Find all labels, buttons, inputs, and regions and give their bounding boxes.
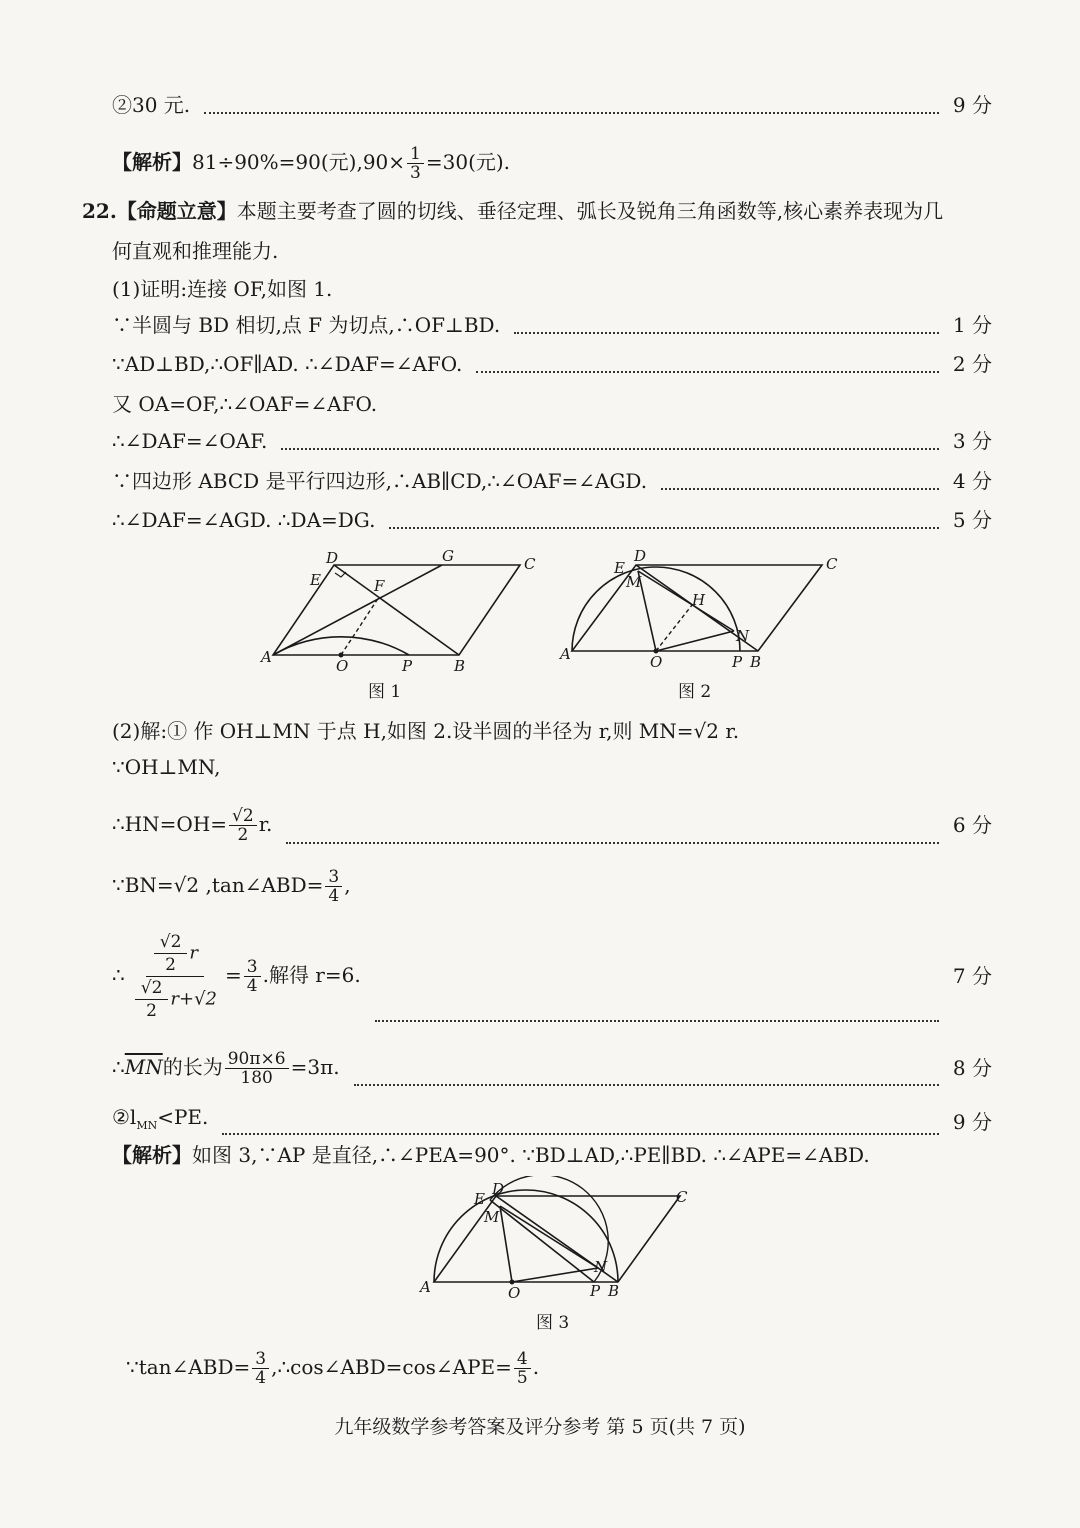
line-l18: $②l_{MN}<PE$. 9 分 <box>112 1105 992 1134</box>
line-l16: ∴ $\frac{√2}{2}$ r $\frac{√2}{2}$ r+√2 = $\frac{3}{4}$ .解得 r=6. 7 分 <box>112 931 992 1021</box>
line-l9: ∴∠DAF=∠OAF. 3 分 <box>112 429 992 453</box>
label-D: D <box>326 549 339 567</box>
label-D: D <box>492 1180 505 1198</box>
label-G: G <box>442 547 454 565</box>
label-F: F <box>374 577 385 595</box>
line-l2: 【解析】81÷90%=90(元),90× $\frac{1}{3}$ =30(元). <box>112 144 511 183</box>
line-l10: ∵四边形 ABCD 是平行四边形,∴AB∥CD,∴∠OAF=∠AGD. 4 分 <box>112 469 992 493</box>
label-E: E <box>614 559 625 577</box>
label-D: D <box>634 547 647 565</box>
label-N: N <box>736 627 750 645</box>
leader-dots <box>204 112 939 114</box>
caption-fig1: 图 1 <box>368 682 402 702</box>
figure-3 <box>408 1176 708 1336</box>
label-C: C <box>676 1188 688 1206</box>
arc-MN: $\overline{MN}$ <box>124 1054 163 1079</box>
label-B: B <box>454 657 466 675</box>
label-O: O <box>336 657 349 675</box>
label-B: B <box>608 1282 620 1300</box>
fraction: $\frac{√2}{2}$ <box>229 807 257 844</box>
line-l8: 又 OA=OF,∴∠OAF=∠AFO. <box>112 392 378 416</box>
line-l5: (1)证明:连接 OF,如图 1. <box>112 277 333 301</box>
line-l7: ∵AD⊥BD,∴OF∥AD. ∴∠DAF=∠AFO. 2 分 <box>112 352 992 376</box>
line-l14: ∴HN=OH= $\frac{√2}{2}$ r. 6 分 <box>112 805 992 845</box>
figure-1 <box>250 545 550 705</box>
line-l4: 何直观和推理能力. <box>112 239 279 263</box>
fraction: $\frac{90\pi\times 6}{180}$ <box>225 1050 289 1087</box>
label-H: H <box>692 591 706 609</box>
line-l19: 【解析】如图 3,∵AP 是直径,∴∠PEA=90°. ∵BD⊥AD,∴PE∥BD. ∴∠APE=∠ABD. <box>112 1143 870 1167</box>
line-l13: ∵OH⊥MN, <box>112 755 221 779</box>
label-M: M <box>484 1208 500 1226</box>
fraction: $\frac{3}{4}$ <box>252 1350 269 1387</box>
fraction: $\frac{1}{3}$ <box>407 145 424 182</box>
label-O: O <box>508 1284 521 1302</box>
label-A: A <box>261 648 272 666</box>
label-B: B <box>750 653 762 671</box>
page-footer: 九年级数学参考答案及评分参考 第 5 页(共 7 页) <box>334 1416 746 1438</box>
line-l17: $\therefore\overline{MN}$的长为 $\frac{90\pi\times 6}{180}$ =3π. 8 分 <box>112 1048 992 1088</box>
fraction: $\frac{4}{5}$ <box>514 1350 531 1387</box>
label-O: O <box>650 653 663 671</box>
caption-fig3: 图 3 <box>536 1313 570 1333</box>
label-A: A <box>560 645 571 663</box>
fraction: $\frac{3}{4}$ <box>325 868 342 905</box>
label-P: P <box>590 1282 601 1300</box>
label-M: M <box>626 573 642 591</box>
figure-2 <box>550 545 850 705</box>
label-E: E <box>474 1190 485 1208</box>
line-l1: ②30 元. 9 分 <box>112 90 992 120</box>
line-l3: 22.【命题立意】本题主要考查了圆的切线、垂径定理、弧长及锐角三角函数等,核心素养表现为几 <box>82 199 944 223</box>
score: 9 分 <box>952 93 992 117</box>
line-l15: ∵BN=√2 ,tan∠ABD= $\frac{3}{4}$ , <box>112 867 351 906</box>
line-l12: (2)解:① 作 OH⊥MN 于点 H,如图 2.设半圆的半径为 r,则 MN=√2 r. <box>112 719 740 743</box>
line-l20: ∵tan∠ABD= $\frac{3}{4}$ ,∴cos∠ABD=cos∠APE= $\frac{4}{5}$ . <box>126 1349 540 1388</box>
label-P: P <box>732 653 743 671</box>
label-A: A <box>420 1278 431 1296</box>
label-C: C <box>826 555 838 573</box>
label-P: P <box>402 657 413 675</box>
label-C: C <box>524 555 536 573</box>
line-l6: ∵半圆与 BD 相切,点 F 为切点,∴OF⊥BD. 1 分 <box>112 313 992 337</box>
compound-fraction: $\frac{√2}{2}$ r $\frac{√2}{2}$ r+√2 <box>127 933 223 1020</box>
label-N: N <box>594 1258 608 1276</box>
caption-fig2: 图 2 <box>678 682 712 702</box>
label-E: E <box>310 571 321 589</box>
line-l11: ∴∠DAF=∠AGD. ∴DA=DG. 5 分 <box>112 508 992 532</box>
